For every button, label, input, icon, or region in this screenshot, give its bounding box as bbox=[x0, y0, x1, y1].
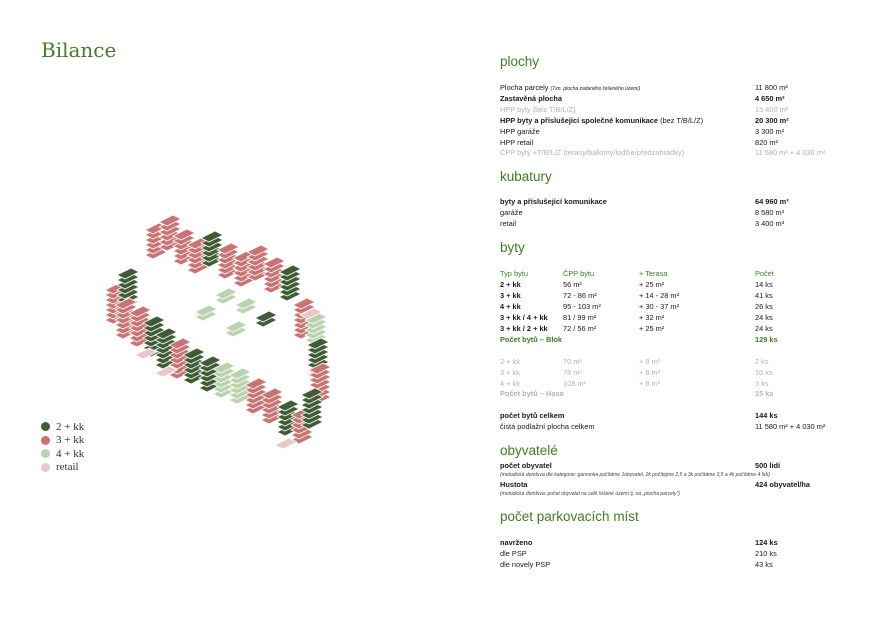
row-value: 210 ks bbox=[755, 549, 777, 558]
row-label: HPP garáže bbox=[500, 127, 540, 136]
section-heading-plochy: plochy bbox=[500, 54, 540, 69]
row-value: 11 580 m² + 4 030 m² bbox=[755, 148, 826, 157]
cell: 81 / 99 m² bbox=[563, 313, 597, 322]
legend-swatch bbox=[41, 422, 50, 431]
cell: 3 + kk / 2 + kk bbox=[500, 324, 548, 333]
row-value: 144 ks bbox=[755, 411, 778, 420]
row-value: 15 ks bbox=[755, 389, 774, 398]
cell: 2 ks bbox=[755, 357, 769, 366]
column-header: Typ bytu bbox=[500, 269, 528, 278]
column-header: Počet bbox=[755, 269, 774, 278]
row-zastavena-plocha bbox=[500, 93, 840, 104]
section-heading-byty: byty bbox=[500, 240, 525, 255]
cell: 3 + kk bbox=[500, 368, 520, 377]
row-label: dle novely PSP bbox=[500, 560, 551, 569]
row-cista-plocha bbox=[500, 421, 840, 432]
row-value: 8 580 m³ bbox=[755, 208, 785, 217]
row-value: 11 800 m² bbox=[755, 83, 788, 92]
cell: + 8 m² bbox=[639, 379, 661, 388]
legend-item-2kk bbox=[41, 420, 84, 434]
note-obyvatel: (metodická domluva dle kategorie: garsonka počítáme 1obyvatel, 2k počítejme 2,5 a 3k počítáme 3,5 a 4k počítáme 4 lidí) bbox=[500, 472, 770, 478]
cell: + 25 m² bbox=[639, 280, 665, 289]
row-value: 124 ks bbox=[755, 538, 778, 547]
row-label: HPP byty a příslušející společné komunikace bbox=[500, 116, 659, 125]
cell: 14 ks bbox=[755, 280, 773, 289]
row-value: 4 650 m² bbox=[755, 94, 785, 103]
row-label: počet obyvatel bbox=[500, 461, 552, 470]
building-axonometry-illustration bbox=[95, 205, 345, 455]
column-header: + Terasa bbox=[639, 269, 668, 278]
table-row bbox=[500, 290, 840, 301]
cell: 41 ks bbox=[755, 291, 773, 300]
cell: + 8 m² bbox=[639, 357, 661, 366]
legend-label: 2 + kk bbox=[56, 420, 85, 433]
row-label: dle PSP bbox=[500, 549, 527, 558]
legend-label: 3 + kk bbox=[56, 434, 85, 447]
row-hustota bbox=[500, 479, 840, 490]
row-label: Zastavěná plocha bbox=[500, 94, 563, 103]
note-hustota: (metodická domluva: počet obyvatel na celé řešené území tj. na „plocha parcely") bbox=[500, 491, 680, 497]
row-cpp-byty bbox=[500, 147, 840, 158]
cell: 72 / 56 m² bbox=[563, 324, 597, 333]
row-label: navrženo bbox=[500, 538, 533, 547]
row-label: HPP retail bbox=[500, 138, 534, 147]
cell: 26 ks bbox=[755, 302, 773, 311]
cell: 4 + kk bbox=[500, 379, 520, 388]
row-note: (Tzn. plocha zadaného řešeného území) bbox=[550, 86, 641, 92]
column-header: ČPP bytu bbox=[563, 269, 595, 278]
row-label: čistá podlažní plocha celkem bbox=[500, 422, 595, 431]
legend-label: retail bbox=[56, 461, 79, 474]
row-plocha-parcely bbox=[500, 82, 840, 93]
cell: + 32 m² bbox=[639, 313, 665, 322]
section-heading-kubatury: kubatury bbox=[500, 169, 552, 184]
row-value: 20 300 m² bbox=[755, 116, 789, 125]
row-value: 424 obyvatel/ha bbox=[755, 480, 811, 489]
cell: 4 + kk bbox=[500, 302, 521, 311]
row-suffix: (bez T/B/L/Z) bbox=[658, 116, 704, 125]
row-label: garáže bbox=[500, 208, 523, 217]
cell: 56 m² bbox=[563, 280, 582, 289]
legend-swatch bbox=[41, 463, 50, 472]
row-navrzeno bbox=[500, 537, 840, 548]
row-label: počet bytů celkem bbox=[500, 411, 565, 420]
byty-table-header bbox=[500, 268, 840, 279]
row-hpp-garaze bbox=[500, 126, 840, 137]
legend-item-4kk bbox=[41, 447, 84, 461]
row-value: 500 lidí bbox=[755, 461, 781, 470]
section-heading-parkovani: počet parkovacích míst bbox=[500, 509, 639, 524]
row-value: 15 400 m² bbox=[755, 105, 789, 114]
cell: 70 m² bbox=[563, 357, 582, 366]
cell: 95 - 103 m² bbox=[563, 302, 601, 311]
row-kubatura-byty bbox=[500, 196, 840, 207]
row-kubatura-garaze bbox=[500, 207, 840, 218]
cell: 72 - 86 m² bbox=[563, 291, 597, 300]
row-label: Počet bytů – Blok bbox=[500, 335, 563, 344]
legend bbox=[41, 420, 84, 474]
row-value: 3 300 m² bbox=[755, 127, 785, 136]
legend-label: 4 + kk bbox=[56, 447, 85, 460]
cell: + 25 m² bbox=[639, 324, 665, 333]
cell: + 30 - 37 m² bbox=[639, 302, 680, 311]
row-blok-total bbox=[500, 334, 840, 345]
row-value: 820 m² bbox=[755, 138, 779, 147]
cell: 3 + kk bbox=[500, 291, 521, 300]
cell: 2 + kk bbox=[500, 357, 520, 366]
cell: + 14 - 28 m² bbox=[639, 291, 680, 300]
cell: 24 ks bbox=[755, 324, 773, 333]
row-byty-celkem bbox=[500, 410, 840, 421]
table-row bbox=[500, 312, 840, 323]
row-dle-psp bbox=[500, 548, 840, 559]
row-value: 11 580 m² + 4 030 m² bbox=[755, 422, 826, 431]
row-hpp-byty bbox=[500, 104, 840, 115]
cell: 10 ks bbox=[755, 368, 773, 377]
legend-item-3kk bbox=[41, 434, 84, 448]
row-label: Počet bytů – Hasa bbox=[500, 389, 564, 398]
cell: 108 m² bbox=[563, 379, 587, 388]
cell: 3 + kk / 4 + kk bbox=[500, 313, 548, 322]
cell: + 8 m² bbox=[639, 368, 661, 377]
row-dle-novely-psp bbox=[500, 559, 840, 570]
cell: 3 ks bbox=[755, 379, 769, 388]
row-value: 3 400 m³ bbox=[755, 219, 785, 228]
section-heading-obyvatele: obyvatelé bbox=[500, 443, 558, 458]
row-value: 64 960 m³ bbox=[755, 197, 789, 206]
cell: 24 ks bbox=[755, 313, 773, 322]
cell: 78 m² bbox=[563, 368, 582, 377]
page-title: Bilance bbox=[41, 38, 117, 62]
legend-swatch bbox=[41, 449, 50, 458]
row-label: retail bbox=[500, 219, 517, 228]
table-row bbox=[500, 279, 840, 290]
legend-item-retail bbox=[41, 461, 84, 475]
table-row bbox=[500, 356, 840, 367]
table-row bbox=[500, 367, 840, 378]
row-label: ČPP byty +T/B/L/Z (terasy/balkony/lodžie/předzahrádky) bbox=[500, 148, 685, 157]
row-hpp-byty-komunikace bbox=[500, 115, 840, 126]
table-row bbox=[500, 323, 840, 334]
row-kubatura-retail bbox=[500, 218, 840, 229]
legend-swatch bbox=[41, 436, 50, 445]
row-hasa-total bbox=[500, 388, 840, 399]
row-label: Hustota bbox=[500, 480, 528, 489]
row-value: 129 ks bbox=[755, 335, 778, 344]
row-label: byty a příslušející komunikace bbox=[500, 197, 607, 206]
row-pocet-obyvatel bbox=[500, 460, 840, 471]
row-label: Plocha parcely bbox=[500, 83, 549, 92]
cell: 2 + kk bbox=[500, 280, 521, 289]
table-row bbox=[500, 301, 840, 312]
row-value: 43 ks bbox=[755, 560, 773, 569]
row-label: HPP byty (bez T/B/L/Z) bbox=[500, 105, 576, 114]
